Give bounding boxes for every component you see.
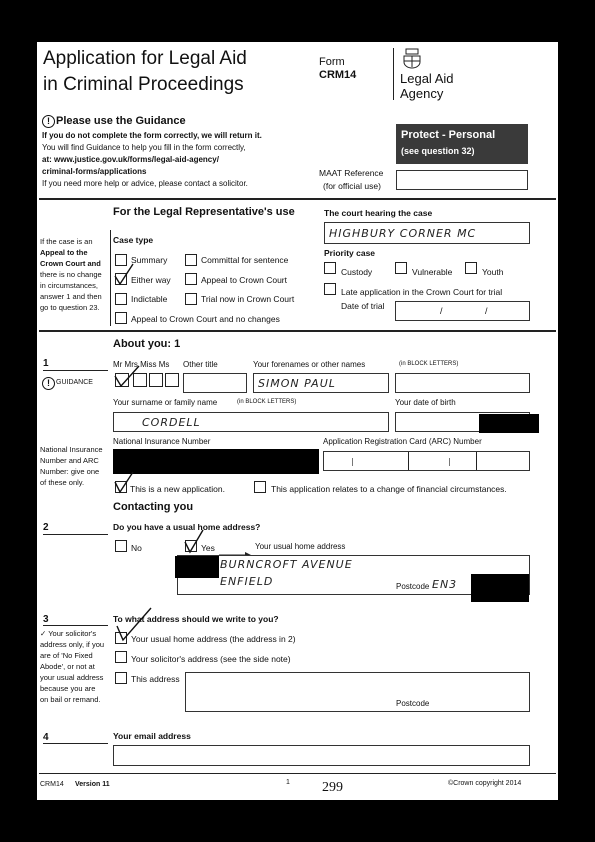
- q3-option-home: Your usual home address (the address in 2): [131, 634, 296, 644]
- address-line1: BURNCROFT AVENUE: [220, 558, 353, 571]
- page-number: 1: [286, 779, 290, 786]
- side-rule: [110, 230, 111, 326]
- question-number-2: 2: [43, 522, 49, 533]
- question-number-1: 1: [43, 358, 49, 369]
- question-rule: [43, 625, 108, 626]
- section-divider: [39, 330, 556, 332]
- maat-label1: MAAT Reference: [319, 168, 384, 178]
- committal-label: Committal for sentence: [201, 255, 289, 265]
- change-application-label: This application relates to a change of financial circumstances.: [271, 484, 507, 494]
- protect-banner: [396, 124, 528, 164]
- ni-side-note: [40, 444, 112, 488]
- dob-label: Your date of birth: [395, 398, 456, 407]
- q3-this-address-checkbox[interactable]: [115, 672, 127, 684]
- side-note-line: in circumstances,: [40, 281, 98, 290]
- date-separator: /: [440, 306, 443, 316]
- guidance-link-line1[interactable]: at: www.justice.gov.uk/forms/legal-aid-agency/: [42, 155, 219, 164]
- agency-line1: Legal Aid: [400, 71, 454, 86]
- side-note-line: Crown Court and: [40, 259, 101, 268]
- late-application-label: Late application in the Crown Court for trial: [341, 287, 503, 297]
- no-home-checkbox[interactable]: [115, 540, 127, 552]
- redaction-block: [113, 449, 319, 474]
- vulnerable-label: Vulnerable: [412, 267, 453, 277]
- footer-code: CRM14: [40, 781, 64, 788]
- side-note-line: there is no change: [40, 270, 102, 279]
- form-code: CRM14: [319, 69, 357, 81]
- arc-divider: [408, 452, 409, 470]
- indictable-checkbox[interactable]: [115, 293, 127, 305]
- trial-now-checkbox[interactable]: [185, 293, 197, 305]
- q3-label: To what address should we write to you?: [113, 614, 279, 624]
- title-options-label: Mr Mrs Miss Ms: [113, 360, 170, 369]
- q3-solicitor-checkbox[interactable]: [115, 651, 127, 663]
- side-note-line: because you are: [40, 684, 96, 693]
- footer-copyright: ©Crown copyright 2014: [448, 780, 522, 787]
- form-page: [37, 42, 558, 800]
- footer-version: Version 11: [75, 781, 110, 788]
- guidance-info-icon: !: [42, 115, 55, 128]
- guidance-line2: You will find Guidance to help you fill in the form correctly,: [42, 143, 246, 152]
- no-label: No: [131, 543, 142, 553]
- youth-label: Youth: [482, 267, 504, 277]
- block-letters-note: (in BLOCK LETTERS): [399, 361, 459, 367]
- email-field[interactable]: [113, 745, 530, 766]
- surname-value: CORDELL: [142, 416, 201, 429]
- appeal-no-change-label: Appeal to Crown Court and no changes: [131, 314, 280, 324]
- summary-label: Summary: [131, 255, 168, 265]
- q3-postcode-label: Postcode: [396, 699, 430, 708]
- title-mrs-checkbox[interactable]: [133, 373, 147, 387]
- forenames-field-extra[interactable]: [395, 373, 530, 393]
- appeal-crown-label: Appeal to Crown Court: [201, 275, 287, 285]
- surname-field[interactable]: [113, 412, 389, 432]
- side-note-line: answer 1 and then: [40, 292, 102, 301]
- side-note-line: on bail or remand.: [40, 695, 101, 704]
- address-line2: ENFIELD: [220, 575, 274, 588]
- question-rule: [43, 534, 108, 535]
- maat-reference-field[interactable]: [396, 170, 528, 190]
- surname-block-note: (in BLOCK LETTERS): [237, 399, 297, 405]
- indictable-label: Indictable: [131, 294, 168, 304]
- arc-divider: [449, 458, 450, 466]
- header-divider: [393, 48, 394, 100]
- date-of-trial-label: Date of trial: [341, 301, 385, 311]
- section-divider: [39, 198, 556, 200]
- q2-label: Do you have a usual home address?: [113, 522, 261, 532]
- q3-option-this-address: This address: [131, 674, 180, 684]
- q3-side-note: [40, 628, 112, 705]
- question-rule: [43, 370, 108, 371]
- forenames-field[interactable]: [253, 373, 389, 393]
- question-number-3: 3: [43, 614, 49, 625]
- protect-line1: Protect - Personal: [401, 129, 496, 141]
- appeal-crown-checkbox[interactable]: [185, 273, 197, 285]
- date-of-trial-field[interactable]: [395, 301, 530, 321]
- other-title-field[interactable]: [183, 373, 247, 393]
- arc-label: Application Registration Card (ARC) Number: [323, 437, 482, 446]
- other-title-label: Other title: [183, 360, 218, 369]
- title-ms-checkbox[interactable]: [165, 373, 179, 387]
- side-note-line: address only, if you: [40, 640, 105, 649]
- priority-label: Priority case: [324, 248, 376, 258]
- q3-address-field[interactable]: [185, 672, 530, 712]
- case-type-label: Case type: [113, 235, 154, 245]
- side-note-line: Abode', or not at: [40, 662, 95, 671]
- side-note-line: Appeal to the: [40, 248, 88, 257]
- redaction-block: [479, 414, 539, 433]
- trial-now-label: Trial now in Crown Court: [201, 294, 295, 304]
- side-note-line: go to question 23.: [40, 303, 100, 312]
- agency-line2: Agency: [400, 86, 444, 101]
- arc-number-field[interactable]: [323, 451, 530, 471]
- side-note-line: ✓ Your solicitor's: [40, 629, 97, 638]
- side-note-line: are of 'No Fixed: [40, 651, 93, 660]
- about-heading: About you: 1: [113, 338, 181, 350]
- form-title-line2: in Criminal Proceedings: [43, 74, 244, 95]
- footer-rule: [39, 773, 556, 774]
- date-separator: /: [485, 306, 488, 316]
- surname-label: Your surname or family name: [113, 398, 218, 407]
- postcode-label: Postcode: [396, 582, 430, 591]
- guidance-info-icon: !: [42, 377, 55, 390]
- side-note-line: If the case is an: [40, 237, 93, 246]
- side-note-line: your usual address: [40, 673, 104, 682]
- case-side-note: [40, 236, 112, 313]
- arc-divider: [476, 452, 477, 470]
- redaction-block: [471, 574, 529, 602]
- yes-label: Yes: [201, 543, 215, 553]
- royal-crest-icon: [400, 47, 424, 74]
- appeal-no-change-checkbox[interactable]: [115, 312, 127, 324]
- protect-line2: (see question 32): [401, 146, 475, 156]
- question-rule: [43, 743, 108, 744]
- side-note-line: of these only.: [40, 478, 85, 487]
- guidance-link-line2[interactable]: criminal-forms/applications: [42, 167, 147, 176]
- court-label: The court hearing the case: [324, 208, 433, 218]
- postcode-value: EN3: [432, 578, 458, 591]
- vulnerable-checkbox[interactable]: [395, 262, 407, 274]
- either-way-label: Either way: [131, 275, 171, 285]
- custody-label: Custody: [341, 267, 373, 277]
- form-label: Form: [319, 56, 345, 68]
- contact-heading: Contacting you: [113, 501, 194, 513]
- legal-rep-heading: For the Legal Representative's use: [113, 206, 295, 218]
- ni-label: National Insurance Number: [113, 437, 211, 446]
- change-application-checkbox[interactable]: [254, 481, 266, 493]
- q3-option-solicitor: Your solicitor's address (see the side note): [131, 654, 291, 664]
- form-title-line1: Application for Legal Aid: [43, 48, 247, 69]
- guidance-label: GUIDANCE: [56, 379, 93, 386]
- side-note-line: Number and ARC: [40, 456, 99, 465]
- late-application-checkbox[interactable]: [324, 283, 336, 295]
- new-application-label: This is a new application.: [130, 484, 225, 494]
- youth-checkbox[interactable]: [465, 262, 477, 274]
- side-note-line: Number: give one: [40, 467, 100, 476]
- committal-checkbox[interactable]: [185, 254, 197, 266]
- maat-label2: (for official use): [323, 181, 381, 191]
- forenames-label: Your forenames or other names: [253, 360, 366, 369]
- question-number-4: 4: [43, 732, 49, 743]
- court-value: HIGHBURY CORNER MC: [329, 227, 477, 240]
- home-address-label: Your usual home address: [255, 542, 346, 551]
- guidance-line5: If you need more help or advice, please contact a solicitor.: [42, 179, 248, 188]
- forenames-value: SIMON PAUL: [258, 377, 336, 390]
- q4-label: Your email address: [113, 731, 191, 741]
- custody-checkbox[interactable]: [324, 262, 336, 274]
- guidance-heading: Please use the Guidance: [56, 115, 186, 127]
- court-field[interactable]: [324, 222, 530, 244]
- title-miss-checkbox[interactable]: [149, 373, 163, 387]
- arc-divider: [352, 458, 353, 466]
- guidance-line1: If you do not complete the form correctly, we will return it.: [42, 131, 262, 140]
- page-stamp: 299: [322, 780, 343, 795]
- side-note-line: National Insurance: [40, 445, 103, 454]
- redaction-block: [175, 556, 219, 578]
